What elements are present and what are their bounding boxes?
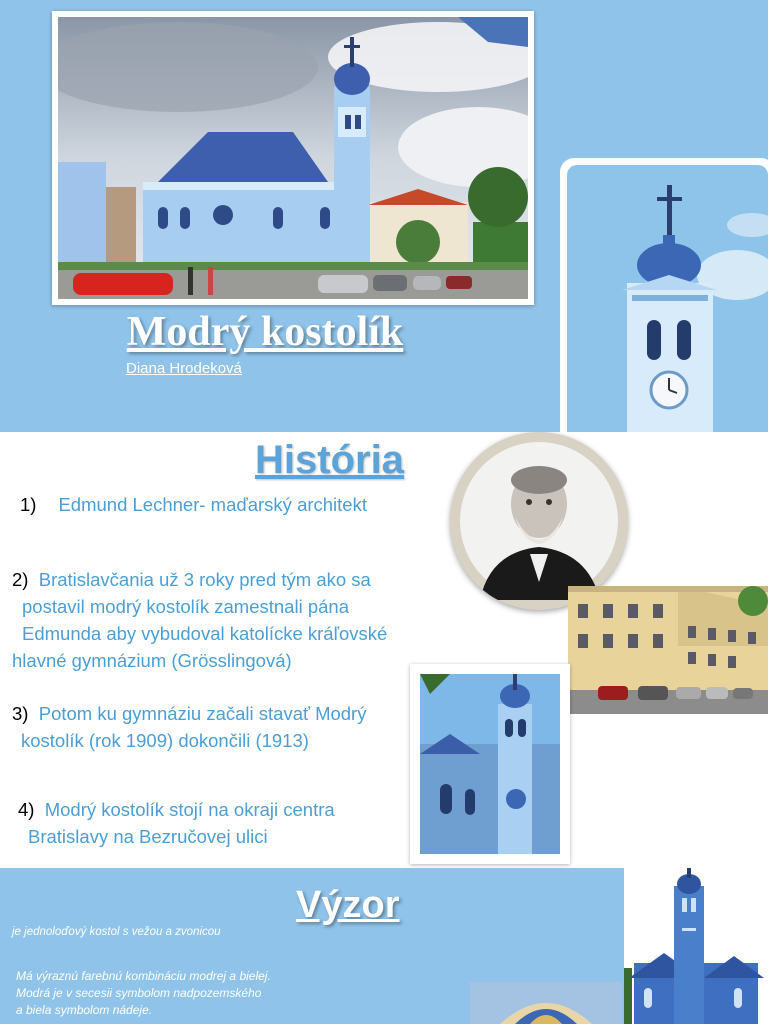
item-text-line: Modrý kostolík stojí na okraji centra bbox=[44, 799, 335, 820]
description-line: a biela symbolom nádeje. bbox=[16, 1003, 153, 1017]
item-text-line: kostolík (rok 1909) dokončili (1913) bbox=[21, 730, 309, 751]
gymnasium-photo bbox=[568, 586, 768, 714]
history-item-2 bbox=[12, 566, 432, 674]
item-text-line: hlavné gymnázium (Grösslingová) bbox=[12, 650, 292, 671]
architect-portrait bbox=[450, 432, 628, 610]
history-item-3 bbox=[12, 700, 412, 754]
item-text: Edmund Lechner- maďarský architekt bbox=[58, 494, 367, 515]
item-text-line: postavil modrý kostolík zamestnali pána bbox=[22, 596, 349, 617]
item-number: 4) bbox=[18, 799, 35, 820]
description-line: Má výraznú farebnú kombináciu modrej a bielej. bbox=[16, 969, 271, 983]
description-paragraph bbox=[16, 968, 436, 1019]
church-tower-photo bbox=[410, 664, 570, 864]
history-slide bbox=[0, 432, 768, 868]
history-item-1 bbox=[20, 491, 367, 518]
church-street-photo bbox=[52, 11, 534, 305]
description-line: Modrá je v secesii symbolom nadpozemského bbox=[16, 986, 262, 1000]
item-text-line: Bratislavy na Bezručovej ulici bbox=[28, 826, 268, 847]
item-text-line: Edmunda aby vybudoval katolícke kráľovské bbox=[22, 623, 388, 644]
description-line: je jednoloďový kostol s vežou a zvonicou bbox=[12, 926, 221, 938]
author-name[interactable]: Diana Hrodeková bbox=[126, 360, 242, 377]
title-slide bbox=[0, 0, 768, 432]
history-item-4 bbox=[18, 796, 418, 850]
appearance-title: Výzor bbox=[296, 884, 400, 926]
item-number: 1) bbox=[20, 494, 37, 515]
tower-photo bbox=[560, 158, 768, 432]
mosaic-photo bbox=[470, 982, 622, 1024]
item-number: 3) bbox=[12, 703, 29, 724]
item-text-line: Bratislavčania už 3 roky pred tým ako sa bbox=[38, 569, 371, 590]
appearance-slide bbox=[0, 868, 768, 1024]
history-title: História bbox=[255, 438, 404, 482]
church-front-photo bbox=[624, 868, 768, 1024]
item-number: 2) bbox=[12, 569, 29, 590]
item-text-line: Potom ku gymnáziu začali stavať Modrý bbox=[38, 703, 367, 724]
slide-title: Modrý kostolík bbox=[126, 309, 404, 355]
